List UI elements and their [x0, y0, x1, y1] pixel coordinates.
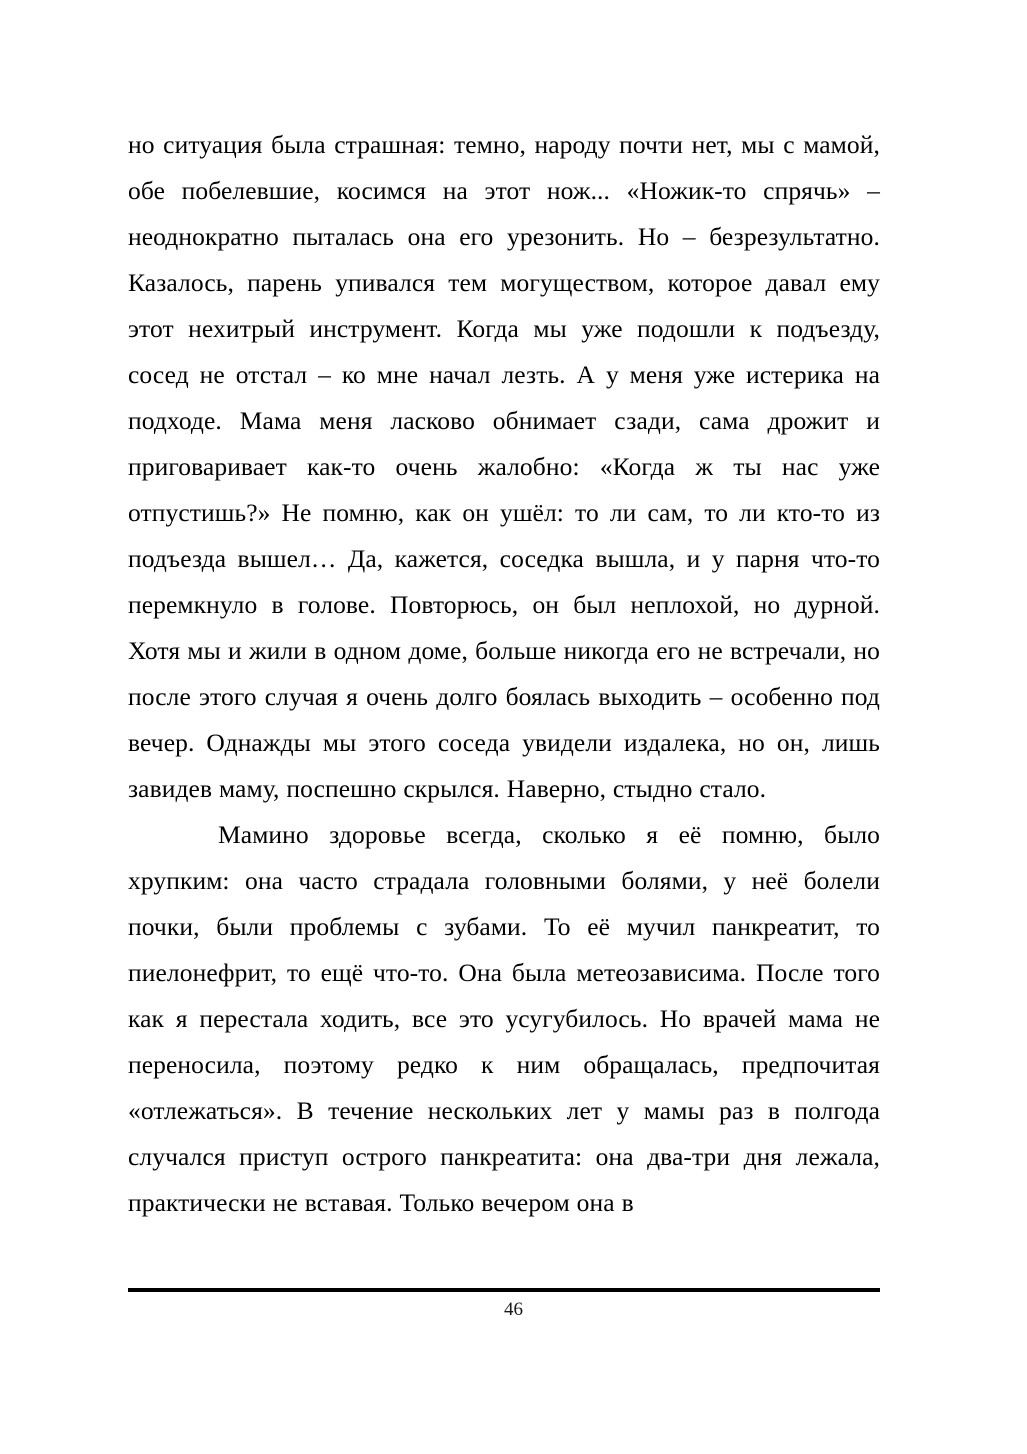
body-paragraph-2: Мамино здоровье всегда, сколько я её помню, было хрупким: она часто страдала головными болями, у неё болели почки, были проблемы с зубами. То её мучил панкреатит, то пиелонефрит, то ещё что-то. Она была метеозависима. После того как я перестала ходить, все это усугубилось. Но врачей мама не переносила, поэтому редко к ним обращалась, предпочитая «отлежаться». В течение нескольких лет у мамы раз в полгода случался приступ острого панкреатита: она два-три дня лежала, практически не вставая. Только вечером она в	[128, 820, 880, 1217]
body-paragraph-1: но ситуация была страшная: темно, народу почти нет, мы с мамой, обе побелевшие, косимся на этот нож... «Ножик-то спрячь» – неоднократно пыталась она его урезонить. Но – безрезультатно. Казалось, парень упивался тем могуществом, которое давал ему этот нехитрый инструмент. Когда мы уже подошли к подъезду, сосед не отстал – ко мне начал лезть. А у меня уже истерика на подходе. Мама меня ласково обнимает сзади, сама дрожит и приговаривает как-то очень жалобно: «Когда ж ты нас уже отпустишь?» Не помню, как он ушёл: то ли сам, то ли кто-то из подъезда вышел… Да, кажется, соседка вышла, и у парня что-то перемкнуло в голове. Повторюсь, он был неплохой, но дурной. Хотя мы и жили в одном доме, больше никогда его не встречали, но после этого случая я очень долго боялась выходить – особенно под вечер. Однажды мы этого соседа увидели издалека, но он, лишь завидев маму, поспешно скрылся. Наверно, стыдно стало.	[128, 130, 880, 803]
footer-divider-rule	[128, 1288, 880, 1292]
page-number: 46	[504, 1299, 523, 1320]
page-text-body	[128, 122, 880, 1226]
